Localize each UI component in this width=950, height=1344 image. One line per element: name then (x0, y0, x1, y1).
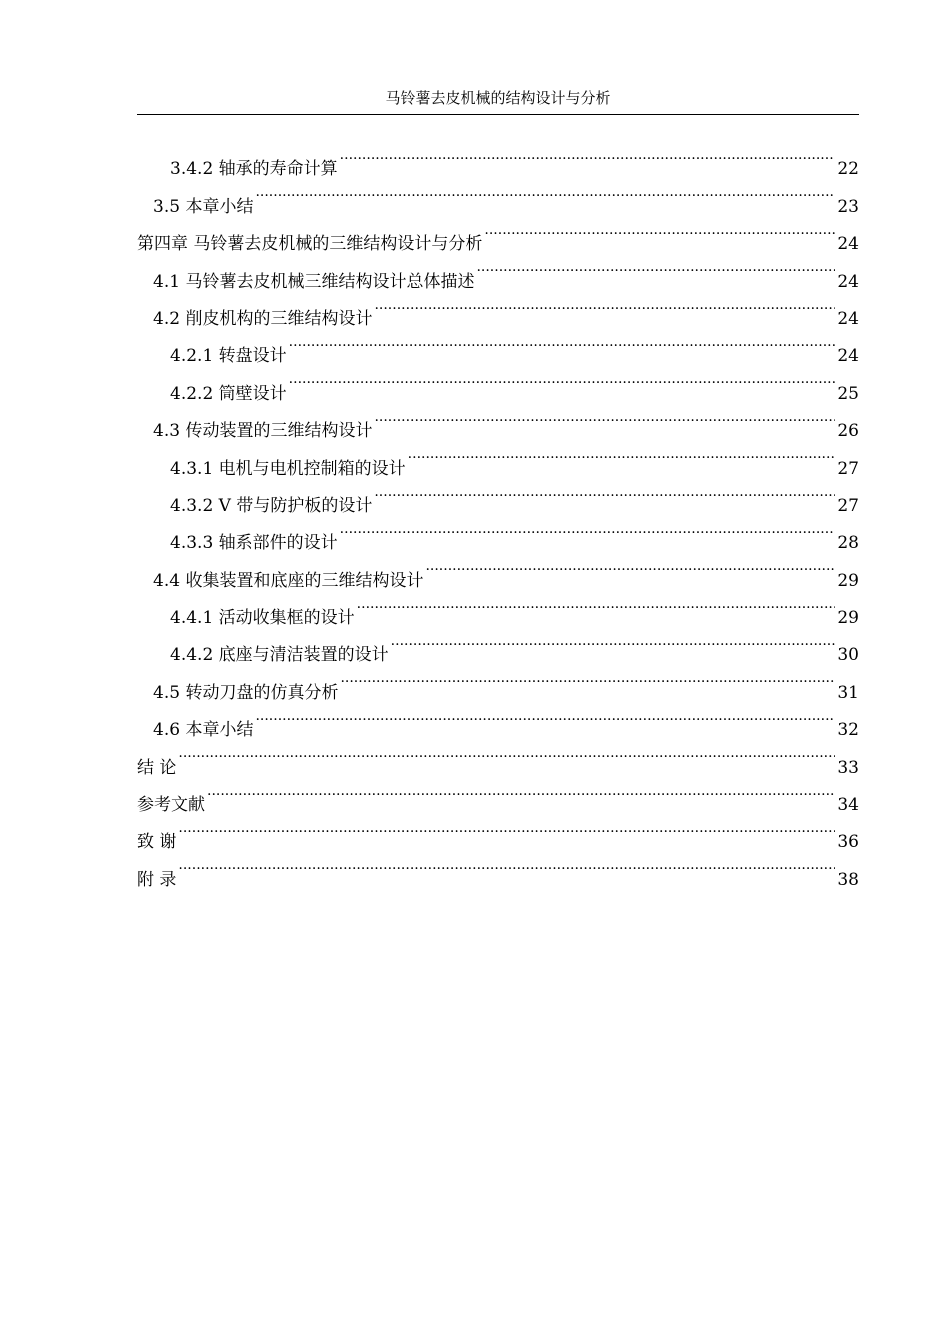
toc-entry-page-number: 22 (837, 159, 859, 180)
toc-dot-leader (289, 324, 836, 361)
toc-entry-page-number: 24 (837, 346, 859, 367)
toc-entry[interactable] (137, 810, 859, 853)
toc-entry-page-number: 34 (837, 795, 859, 816)
toc-dot-leader (374, 399, 835, 436)
toc-dot-leader (340, 660, 835, 697)
toc-dot-leader (484, 212, 835, 249)
table-of-contents (137, 137, 859, 890)
toc-entry-page-number: 38 (837, 869, 859, 890)
toc-dot-leader (289, 361, 836, 398)
toc-entry-page-number: 24 (837, 234, 859, 255)
toc-entry-page-number: 27 (837, 495, 859, 516)
toc-dot-leader (178, 847, 835, 884)
toc-entry-title: 4.4 收集装置和底座的三维结构设计 (153, 570, 424, 591)
toc-entry-title: 参考文献 (137, 795, 205, 816)
toc-entry[interactable] (137, 735, 859, 778)
toc-dot-leader (178, 735, 835, 772)
toc-entry-page-number: 32 (837, 720, 859, 741)
toc-entry-page-number: 31 (837, 682, 859, 703)
toc-entry-title: 4.3 传动装置的三维结构设计 (153, 421, 373, 442)
toc-entry-title: 4.4.2 底座与清洁装置的设计 (170, 645, 389, 666)
toc-dot-leader (357, 586, 836, 623)
toc-dot-leader (408, 436, 836, 473)
toc-dot-leader (425, 548, 835, 585)
toc-entry-page-number: 29 (837, 608, 859, 629)
toc-entry-title: 4.3.2 V 带与防护板的设计 (170, 495, 373, 516)
toc-entry-page-number: 25 (837, 383, 859, 404)
toc-entry-title: 4.3.1 电机与电机控制箱的设计 (170, 458, 406, 479)
toc-entry-page-number: 24 (837, 271, 859, 292)
toc-entry-title: 4.1 马铃薯去皮机械三维结构设计总体描述 (153, 271, 475, 292)
toc-entry-title: 4.2.2 筒壁设计 (170, 383, 287, 404)
toc-entry[interactable] (137, 847, 859, 890)
toc-dot-leader (178, 810, 835, 847)
toc-entry-page-number: 26 (837, 421, 859, 442)
toc-entry-title: 致 谢 (137, 832, 177, 853)
toc-entry-page-number: 36 (837, 832, 859, 853)
toc-entry-title: 4.2 削皮机构的三维结构设计 (153, 308, 373, 329)
toc-entry[interactable] (137, 137, 859, 180)
toc-entry-title: 4.5 转动刀盘的仿真分析 (153, 682, 339, 703)
running-header (137, 88, 859, 108)
toc-entry-title: 4.2.1 转盘设计 (170, 346, 287, 367)
toc-entry-page-number: 30 (837, 645, 859, 666)
toc-dot-leader (255, 698, 835, 735)
toc-dot-leader (340, 137, 836, 174)
toc-entry-page-number: 24 (837, 308, 859, 329)
toc-entry-title: 附 录 (137, 869, 177, 890)
toc-entry-title: 3.4.2 轴承的寿命计算 (170, 159, 338, 180)
toc-dot-leader (374, 474, 835, 511)
toc-entry-title: 3.5 本章小结 (153, 196, 254, 217)
toc-entry[interactable] (137, 773, 859, 816)
toc-entry-title: 结 论 (137, 757, 177, 778)
toc-entry-page-number: 28 (837, 533, 859, 554)
toc-entry-page-number: 27 (837, 458, 859, 479)
toc-entry-title: 4.3.3 轴系部件的设计 (170, 533, 338, 554)
toc-dot-leader (391, 623, 836, 660)
toc-entry-page-number: 29 (837, 570, 859, 591)
toc-entry-page-number: 23 (837, 196, 859, 217)
document-title: 马铃薯去皮机械的结构设计与分析 (385, 89, 611, 107)
toc-dot-leader (476, 249, 835, 286)
toc-entry-title: 第四章 马铃薯去皮机械的三维结构设计与分析 (137, 234, 483, 255)
toc-dot-leader (374, 287, 835, 324)
toc-dot-leader (340, 511, 836, 548)
toc-dot-leader (207, 773, 835, 810)
toc-entry-title: 4.6 本章小结 (153, 720, 254, 741)
header-rule (137, 114, 859, 115)
toc-entry-title: 4.4.1 活动收集框的设计 (170, 608, 355, 629)
toc-dot-leader (255, 174, 835, 211)
toc-entry-page-number: 33 (837, 757, 859, 778)
